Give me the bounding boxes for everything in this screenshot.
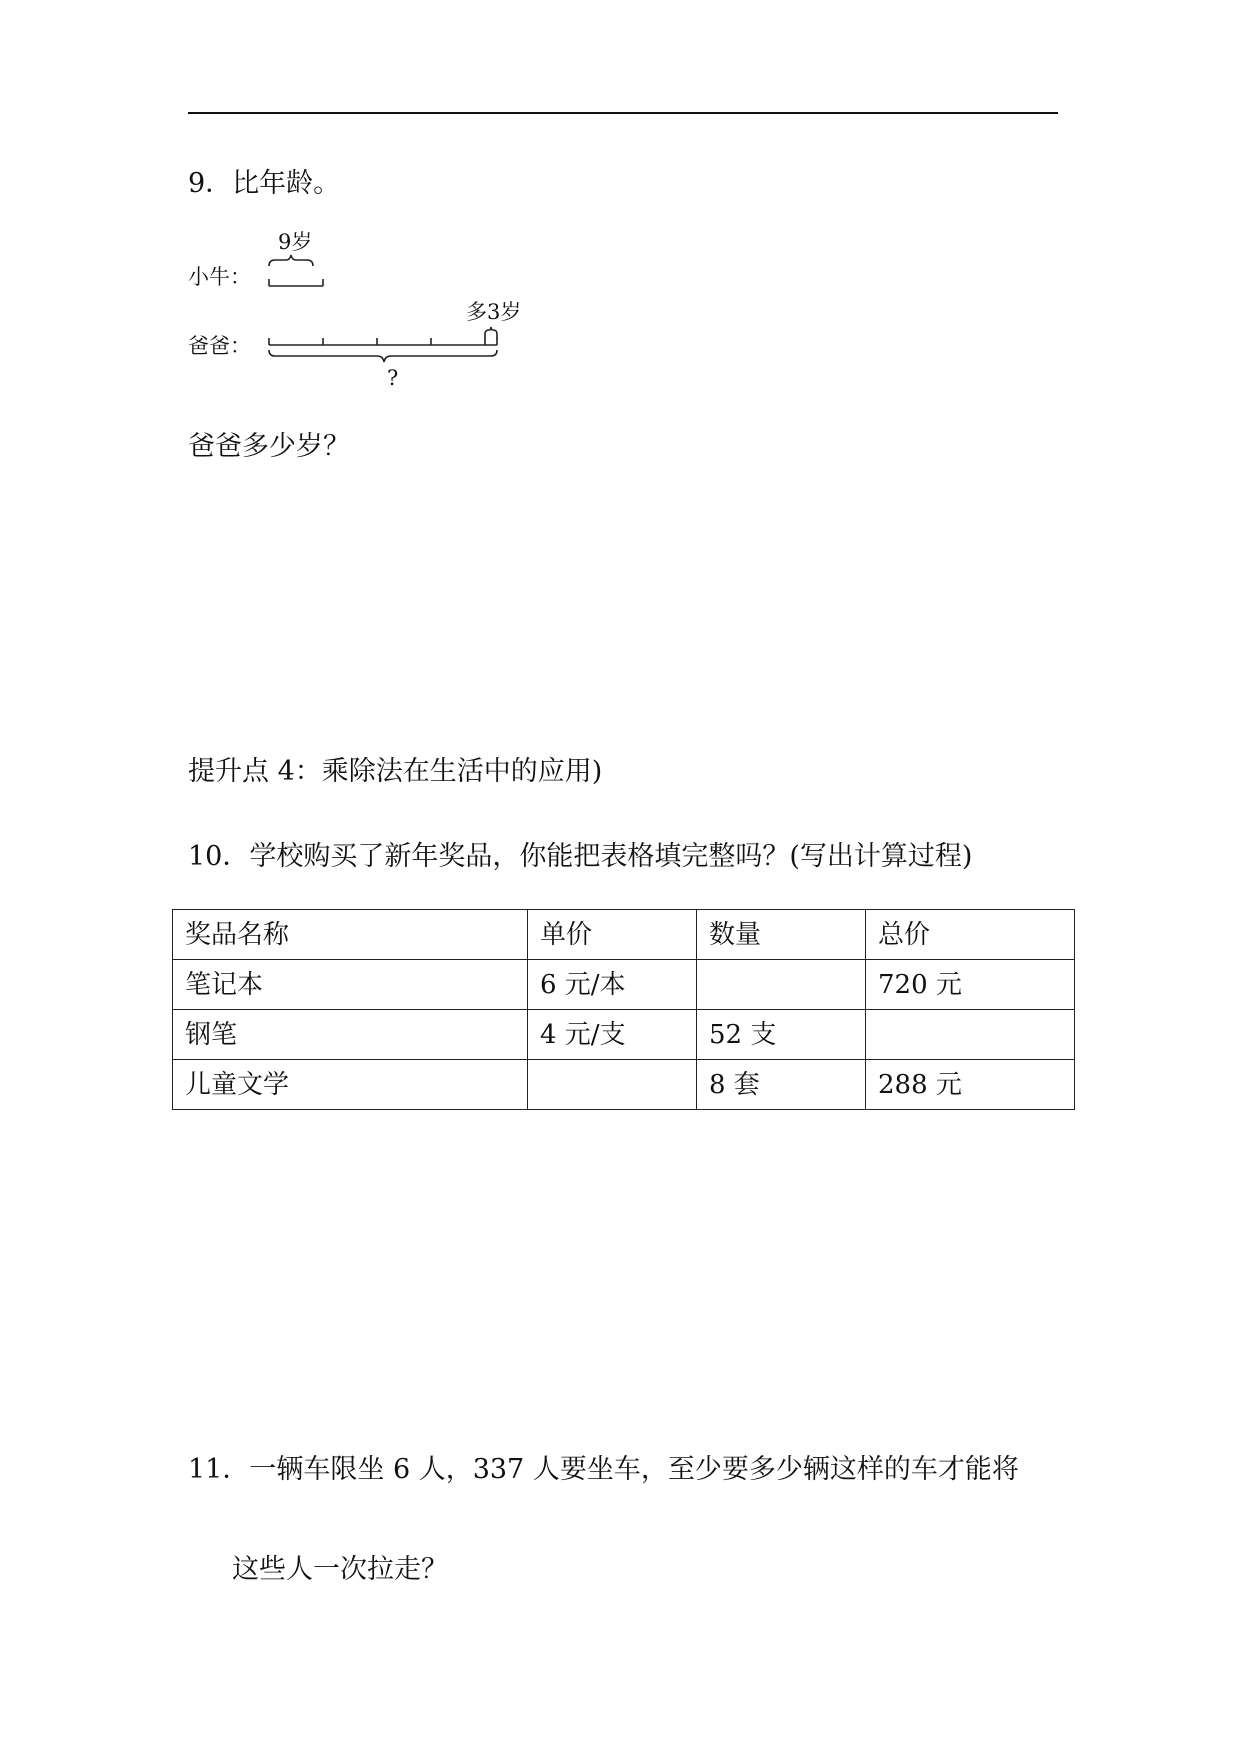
table-row (173, 1010, 1075, 1060)
problem-9-question: 爸爸多少岁？ (188, 431, 350, 462)
prize-table (172, 909, 1075, 1110)
table-cell (528, 1060, 697, 1110)
table-cell: 4 元/支 (528, 1010, 697, 1060)
header-cell: 总价 (866, 910, 1075, 960)
table-cell (697, 960, 866, 1010)
dad-label: 爸爸： (188, 334, 251, 358)
table-row (173, 1060, 1075, 1110)
table-cell: 288 元 (866, 1060, 1075, 1110)
table-cell: 笔记本 (173, 960, 528, 1010)
table-cell: 720 元 (866, 960, 1075, 1010)
header-cell: 单价 (528, 910, 697, 960)
segment-diagram (0, 0, 1241, 420)
extra-brace (485, 327, 497, 339)
table-header-row (173, 910, 1075, 960)
table-cell: 8 套 (697, 1060, 866, 1110)
problem-11-line-1: 11．一辆车限坐 6 人，337 人要坐车，至少要多少辆这样的车才能将 (188, 1454, 1019, 1485)
table-cell: 钢笔 (173, 1010, 528, 1060)
table-row (173, 960, 1075, 1010)
problem-10-title: 10．学校购买了新年奖品，你能把表格填完整吗？(写出计算过程) (188, 841, 973, 872)
calf-label: 小牛： (188, 265, 251, 289)
problem-11-line-2: 这些人一次拉走？ (232, 1554, 448, 1585)
extra-age-label: 多3岁 (466, 300, 522, 324)
table-cell: 儿童文学 (173, 1060, 528, 1110)
table-cell: 6 元/本 (528, 960, 697, 1010)
calf-brace (269, 255, 313, 266)
problem-9-title: 9．比年龄。 (188, 168, 341, 199)
dad-total-brace (269, 350, 497, 362)
header-cell: 奖品名称 (173, 910, 528, 960)
header-cell: 数量 (697, 910, 866, 960)
table-cell (866, 1010, 1075, 1060)
section-heading: 提升点 4：乘除法在生活中的应用) (188, 756, 603, 787)
question-mark-label: ? (387, 366, 399, 390)
table-cell: 52 支 (697, 1010, 866, 1060)
calf-age-label: 9岁 (278, 230, 313, 254)
